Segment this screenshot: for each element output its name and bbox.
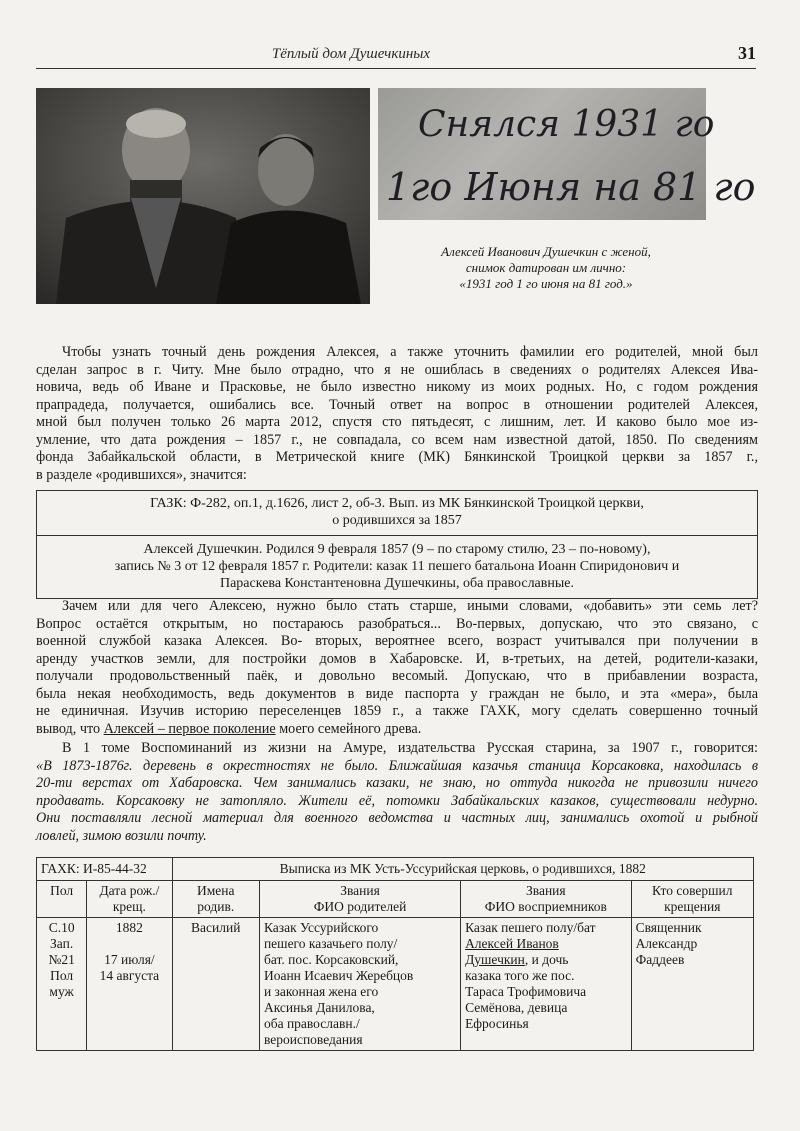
text-line: новича, ведь об Иване и Прасковье, не было известно никому из моих родных. Но, с годом рождения — [36, 379, 758, 395]
text-line: Параскева Константеновна Душечкины, оба православные. — [219, 576, 574, 591]
text-line: аренду участков земли, для постройки домов в Хабаровске. И, в-третьих, на детей, родители-казаки, — [36, 650, 758, 667]
cell-parents: Казак Уссурийского пешего казачьего полу/ бат. пос. Корсаковский, Иоанн Исаевич Жеребцов и законная жена его Аксинья Данилова, оба православн./ вероисповедания — [259, 918, 460, 1051]
quote-line: продавать. Корсаковку не затопляло. Жители её, потомки Забайкальских казаков, существовали недурно. — [36, 792, 758, 809]
archive-reference-body — [37, 536, 757, 598]
cell-name: Василий — [172, 918, 259, 1051]
text-line: фонда Забайкальской области, в Метрической книге (МК) Бянкинской Троицкой церкви за 1857 г., — [36, 449, 758, 465]
archive-reference-header — [37, 491, 757, 536]
text-line: получали продовольственный паёк, и довольно весомый. Допускаю, что в прибавлении возраста, — [36, 668, 758, 684]
text-line: Чтобы узнать точный день рождения Алексея, а также уточнить фамилии его родителей, мной был — [62, 344, 758, 360]
archive-code: ГАХК: И-85-44-32 — [37, 858, 173, 881]
portrait-photo — [36, 88, 370, 304]
text-line — [36, 721, 758, 739]
quote-line: Они поставляли лесной материал для военного ведомства и частных лиц, занимались охотой и рыбной — [36, 810, 758, 826]
quote-line: 20-ти верстах от Хабаровска. Чем занимались казаки, не знаю, но оттуда никогда не привозили ничего — [36, 775, 758, 791]
text-line: о родившихся за 1857 — [332, 513, 462, 528]
text-line: прапрадеда, получается, ошибались все. Точный ответ на вопрос в отношении родителей Алексея, — [36, 396, 758, 413]
caption-line: снимок датирован им лично: — [465, 260, 627, 275]
text-line: военной службой казака Алексея. Во- вторых, вероятнее всего, возраст учитывался при получении в — [36, 633, 758, 649]
col-header-sex: Пол — [37, 881, 87, 918]
underlined-text: Алексей – первое поколение — [103, 720, 276, 737]
table-title: Выписка из МК Усть-Уссурийская церковь, о родившихся, 1882 — [172, 858, 753, 881]
col-header-names: Имена родив. — [172, 881, 259, 918]
col-header-parents: Звания ФИО родителей — [259, 881, 460, 918]
quote-line: ловлей, зимою возили почту. — [36, 827, 207, 844]
archive-reference-box — [36, 490, 758, 599]
cell-priest: Священник Александр Фаддеев — [631, 918, 753, 1051]
cell-date: 1882 17 июля/ 14 августа — [87, 918, 172, 1051]
text-line: Алексей Душечкин. Родился 9 февраля 1857 (9 – по старому стилю, 23 – по-новому), — [143, 542, 651, 557]
inscription-line-1: Снялся 1931 го — [418, 104, 715, 145]
page-header — [36, 44, 756, 69]
text-line: в разделе «родившихся», значится: — [36, 466, 247, 483]
text-line: умление, что дата рождения – 1857 г., не совпадала, со всем нам известной датой, 1850. По сведениям — [36, 431, 758, 448]
col-header-priest: Кто совершил крещения — [631, 881, 753, 918]
text-line: Вопрос остаётся открытым, но постараюсь разобраться... Во-первых, допускаю, что это связано, с — [36, 615, 758, 632]
text-line: мной был получен только 26 марта 2012, спустя сто пятьдесят, с лишним, лет. И каково было мое из- — [36, 414, 758, 430]
caption-line: «1931 год 1 го июня на 81 год.» — [459, 276, 633, 291]
text-line: была некая необходимость, ведь документов в виде паспорта у граждан не было, и эта «мера», была — [36, 685, 758, 702]
page-number: 31 — [738, 43, 756, 63]
photo-caption — [396, 244, 696, 292]
text-line: В 1 томе Воспоминаний из жизни на Амуре, издательства Русская старина, за 1907 г., говорится: — [62, 740, 758, 756]
inscription-line-2: 1го Июня на 81 го — [386, 165, 756, 209]
text-line: не единичная. Изучив историю переселенцев 1859 г., а также ГАХК, могу сделать совершенно точный — [36, 703, 758, 719]
table-row — [37, 918, 754, 1051]
quote-line: «В 1873-1876г. деревень в окрестностях не было. Ближайшая казачья станица Корсаковка, находилась в — [36, 757, 758, 774]
paragraph-3 — [36, 740, 758, 845]
text-span: вывод, что — [36, 720, 104, 737]
text-line: сделан запрос в г. Читу. Мне было отрадно, что я не ошиблась в сведениях о родителях Алексея Ива- — [36, 361, 758, 378]
table-title-row — [37, 858, 754, 881]
table-header-row — [37, 881, 754, 918]
baptism-record-table — [36, 857, 754, 1051]
text-line: запись № 3 от 12 февраля 1857 г. Родители: казак 11 пешего батальона Иоанн Спиридонович и — [114, 559, 680, 574]
col-header-godparents: Звания ФИО восприемников — [461, 881, 632, 918]
cell-sex: С.10 Зап. №21 Пол муж — [37, 918, 87, 1051]
text-line: Зачем или для чего Алексею, нужно было стать старше, иными словами, «добавить» эти семь лет? — [62, 598, 758, 614]
text-line: ГАЗК: Ф-282, оп.1, д.1626, лист 2, об-3. Вып. из МК Бянкинской Троицкой церкви, — [150, 496, 644, 511]
col-header-date: Дата рож./ крещ. — [87, 881, 172, 918]
running-head: Тёплый дом Душечкиных — [271, 46, 431, 62]
cell-godparents: Казак пешего полу/бат Алексей Иванов Душечкин, и дочь казака того же пос. Тараса Трофимовича Семёнова, девица Ефросинья — [461, 918, 632, 1051]
caption-line: Алексей Иванович Душечкин с женой, — [441, 244, 651, 259]
paragraph-1 — [36, 344, 758, 484]
inscription-photo — [378, 88, 756, 220]
text-span: моего семейного древа. — [275, 720, 422, 737]
paragraph-2 — [36, 598, 758, 738]
